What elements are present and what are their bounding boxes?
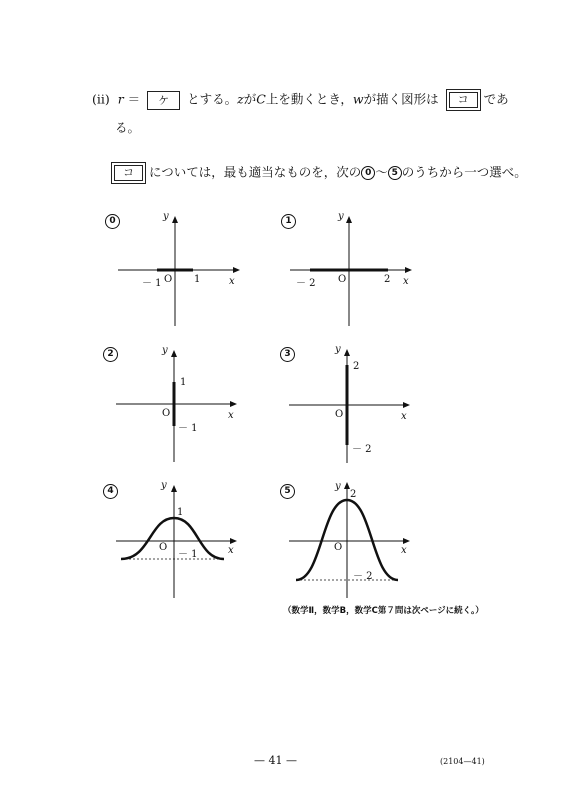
question-marker: (ii) [92, 91, 110, 107]
var-w: w [352, 91, 364, 107]
question-text-2: が [243, 91, 257, 107]
choice-1-x-label: x [403, 276, 409, 287]
question-text-5: であ [483, 91, 509, 107]
choice-3-pos-label: 2 [353, 361, 360, 372]
choice-0-y-label: y [163, 211, 169, 222]
var-C: C [256, 91, 266, 107]
choice-1-y-label: y [338, 211, 344, 222]
var-r: r [117, 91, 124, 107]
question-text-1: とする。 [187, 91, 238, 107]
choice-1-pos-label: 2 [384, 274, 391, 285]
choice-4-x-label: x [228, 545, 234, 556]
choice-4-y-label: y [161, 480, 167, 491]
choice-2-origin: O [162, 408, 171, 419]
choice-3-origin: O [335, 409, 344, 420]
choice-5-y-label: y [335, 481, 341, 492]
choice-1-neg-label: － 2 [296, 278, 316, 289]
choice-0-origin: O [164, 274, 173, 285]
choice-2-x-label: x [228, 410, 234, 421]
choice-end-circle: 5 [388, 166, 402, 180]
choice-5-pos-label: 2 [350, 489, 357, 500]
choice-2-pos-label: 1 [180, 377, 187, 388]
answer-box-ko[interactable]: コ [446, 89, 481, 111]
choice-4-neg-label: － 1 [178, 549, 198, 560]
choice-0-pos-label: 1 [194, 274, 201, 285]
instruction-box-ko: コ [111, 162, 146, 184]
choice-0-number[interactable]: 0 [105, 214, 120, 229]
choice-4-origin: O [159, 542, 168, 553]
page-number: — 41 — [254, 754, 297, 767]
choice-3-neg-label: － 2 [352, 444, 372, 455]
continuation-note: （数学Ⅱ，数学B，数学C第７問は次ページに続く。） [283, 606, 484, 616]
question-text-6: る。 [115, 120, 141, 135]
question-text-4: が描く図形は [363, 91, 439, 107]
choice-0-x-label: x [229, 276, 235, 287]
page-code: (2104—41) [440, 757, 485, 766]
choice-0-neg-label: － 1 [142, 278, 162, 289]
answer-box-ke[interactable]: ケ [147, 91, 180, 110]
choice-4-pos-label: 1 [177, 507, 184, 518]
choice-1-origin: O [338, 274, 347, 285]
choice-3-x-label: x [401, 411, 407, 422]
tilde: ～ [375, 164, 388, 180]
choice-2-neg-label: － 1 [178, 423, 198, 434]
choice-2-number[interactable]: 2 [103, 347, 118, 362]
choice-5-neg-label: － 2 [353, 571, 373, 582]
choice-5-x-label: x [401, 545, 407, 556]
var-z: z [237, 91, 244, 107]
instruction-text-2: のうちから一つ選べ。 [401, 164, 527, 180]
choice-5-origin: O [334, 542, 343, 553]
question-text-3: 上を動くとき， [265, 91, 353, 107]
choice-5-number[interactable]: 5 [280, 484, 295, 499]
choice-3-y-label: y [335, 344, 341, 355]
choice-3-number[interactable]: 3 [280, 347, 295, 362]
instruction-text-1: については，最も適当なものを，次の [149, 164, 362, 180]
choice-start-circle: 0 [361, 166, 375, 180]
choice-4-number[interactable]: 4 [103, 484, 118, 499]
choice-2-y-label: y [162, 345, 168, 356]
choice-1-number[interactable]: 1 [281, 214, 296, 229]
equals-sign: ＝ [127, 91, 141, 107]
